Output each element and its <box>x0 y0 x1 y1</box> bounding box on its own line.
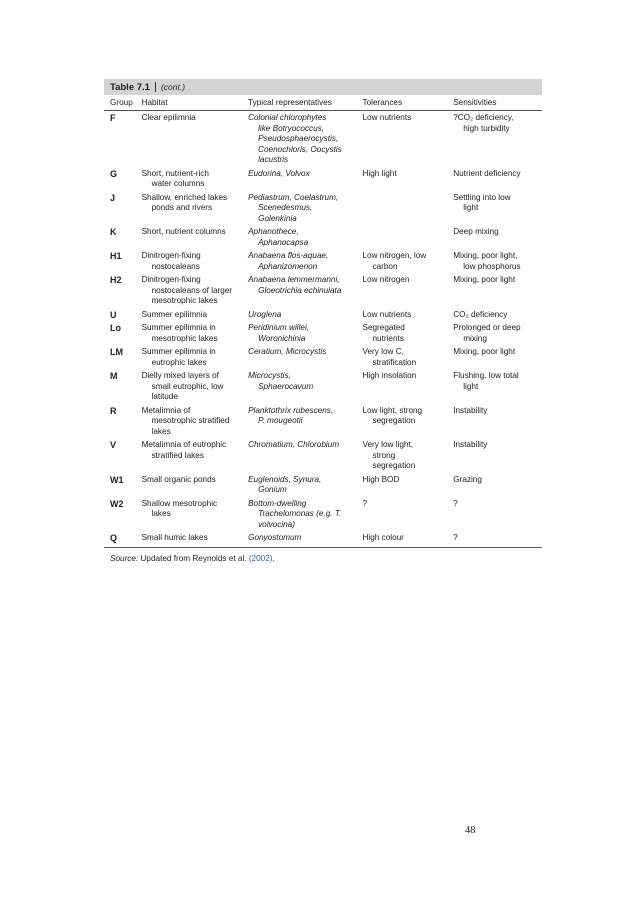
cell-line: lakes <box>151 426 171 436</box>
table-row <box>104 533 542 544</box>
cell-line: strong <box>372 450 396 460</box>
cell-typical <box>248 371 362 403</box>
cell-tolerances <box>362 440 453 472</box>
cell-line: High light <box>362 168 397 178</box>
cell-line: mixing <box>463 333 487 343</box>
cell-line: segregation <box>372 416 416 425</box>
cell-tolerances <box>362 475 453 496</box>
cell-line: Uroglena <box>248 309 282 319</box>
cell-line: ?CO₂ deficiency, <box>453 113 514 122</box>
cell-line: CO₂ deficiency <box>453 309 508 319</box>
cell-line: Segregated <box>362 323 405 332</box>
cell-line: like Botryococcus, <box>258 123 325 133</box>
cell-sensitivities <box>453 347 542 368</box>
cell-line: Summer epilimnia in <box>141 347 216 356</box>
table-row <box>104 347 542 368</box>
cell-habitat <box>142 475 249 496</box>
cell-line: Low nitrogen <box>362 275 410 284</box>
cell-line: High insolation <box>362 371 417 380</box>
header-habitat: Habitat <box>141 98 168 107</box>
cell-line: low phosphorus <box>463 261 521 271</box>
cell-line: Woronichinia <box>258 333 306 343</box>
cell-line: nutrients <box>372 333 404 343</box>
cell-line: stratification <box>372 357 417 367</box>
cell-line: light <box>463 381 479 391</box>
cell-typical <box>248 310 362 321</box>
page-number: 48 <box>465 825 476 836</box>
cell-line: nostocaleans <box>151 261 200 271</box>
cell-line: mesotrophic lakes <box>151 333 218 343</box>
header-tolerances: Tolerances <box>362 98 403 107</box>
table-row <box>104 406 542 438</box>
cell-line: Low nitrogen, low <box>362 251 427 260</box>
cell-group: U <box>110 309 117 320</box>
cell-line: Settling into low <box>453 192 511 202</box>
cell-line: Gonium <box>258 485 287 494</box>
cell-habitat <box>142 113 249 166</box>
cell-line: Grazing <box>453 474 482 484</box>
cell-line: Short, nutrient-rich <box>141 168 209 178</box>
cell-habitat <box>142 310 249 321</box>
cell-line: Coenochloris, Oocystis <box>258 144 342 154</box>
cell-typical <box>248 440 362 472</box>
cell-group: LM <box>110 347 123 357</box>
cell-habitat <box>142 499 249 531</box>
table-row <box>104 323 542 344</box>
cell-line: Aphanothece, <box>248 227 299 236</box>
cell-tolerances <box>362 251 453 272</box>
cell-sensitivities <box>453 499 542 531</box>
cell-line: Nutrient deficiency <box>453 168 521 178</box>
cell-line: Instability <box>453 440 488 449</box>
cell-sensitivities <box>453 533 542 544</box>
cell-line: Ceratium, Microcystis <box>248 347 327 356</box>
cell-line: Low light, strong <box>362 405 423 415</box>
cell-line: Small organic ponds <box>141 474 216 484</box>
cell-typical <box>248 323 362 344</box>
cell-tolerances <box>362 499 453 531</box>
cell-habitat <box>142 323 249 344</box>
cell-line: Peridinium willei, <box>248 323 310 332</box>
cell-typical <box>248 347 362 368</box>
cell-line: volvocina) <box>258 519 295 529</box>
cell-sensitivities <box>453 275 542 307</box>
cell-habitat <box>142 193 249 225</box>
cell-tolerances <box>362 371 453 403</box>
cell-group: W2 <box>110 498 124 509</box>
cell-line: Planktothrix rubescens, <box>248 405 334 415</box>
cell-line: Aphanizomenon <box>258 261 318 271</box>
cell-line: Chromatium, Chlorobium <box>248 440 340 449</box>
cell-line: ? <box>453 498 458 508</box>
cell-line: Gloeotrichia echinulata <box>258 285 342 295</box>
cell-sensitivities <box>453 113 542 166</box>
table-caption <box>104 79 542 95</box>
cell-group: H2 <box>110 275 122 285</box>
cell-habitat <box>142 371 249 403</box>
cell-typical <box>248 275 362 307</box>
cell-typical <box>248 113 362 166</box>
cell-line: high turbidity <box>463 123 510 133</box>
cell-habitat <box>142 533 249 544</box>
table-row <box>104 440 542 472</box>
source-reference-link[interactable]: (2002) <box>248 553 273 563</box>
cell-line: Deep mixing <box>453 227 499 236</box>
cell-habitat <box>142 227 249 248</box>
cell-line: ? <box>453 533 458 542</box>
cell-line: carbon <box>372 261 398 271</box>
cell-line: water columns <box>151 179 205 188</box>
cell-line: Shallow, enriched lakes <box>141 192 228 202</box>
cell-line: Instability <box>453 405 488 415</box>
cell-group: H1 <box>110 251 122 261</box>
cell-group: W1 <box>110 474 124 485</box>
cell-line: Aphanocapsa <box>258 237 309 247</box>
cell-typical <box>248 227 362 248</box>
cell-line: eutrophic lakes <box>151 357 207 367</box>
cell-line: Bottom-dwelling <box>248 498 307 508</box>
cell-tolerances <box>362 169 453 190</box>
cell-line: Anabaena lemmermanni, <box>248 275 340 284</box>
table-row <box>104 499 542 531</box>
header-typical: Typical representatives <box>248 98 332 107</box>
cell-line: Scenedesmus, <box>258 203 313 212</box>
cell-line: Dinitrogen-fixing <box>141 251 201 260</box>
cell-sensitivities <box>453 193 542 225</box>
cell-group: F <box>110 113 116 123</box>
cell-tolerances <box>362 533 453 544</box>
cell-line: lacustris <box>258 155 289 164</box>
cell-line: Very low light, <box>362 440 413 449</box>
cell-line: Shallow mesotrophic <box>141 498 218 508</box>
cell-tolerances <box>362 113 453 166</box>
cell-line: High BOD <box>362 474 400 484</box>
cell-line: Summer epilimnia <box>141 309 208 319</box>
cell-line: Euglenoids, Synura, <box>248 474 322 484</box>
cell-habitat <box>142 251 249 272</box>
cell-typical <box>248 193 362 225</box>
cell-typical <box>248 251 362 272</box>
cell-group: M <box>110 371 118 381</box>
cell-line: Eudorina, Volvox <box>248 168 310 178</box>
cell-line: Low nutrients <box>362 113 412 122</box>
cell-line: Clear epilimnia <box>141 113 196 122</box>
cell-habitat <box>142 275 249 307</box>
table-row <box>104 310 542 321</box>
cell-line: ponds and rivers <box>151 203 213 212</box>
source-text: Updated from Reynolds et al. <box>140 553 247 563</box>
table-row <box>104 169 542 190</box>
cell-line: Mixing, poor light <box>453 275 516 284</box>
cell-line: Sphaerocavum <box>258 381 314 391</box>
cell-sensitivities <box>453 251 542 272</box>
cell-line: Pseudosphaerocystis, <box>258 134 339 143</box>
cell-sensitivities <box>453 371 542 403</box>
cell-group: Q <box>110 533 118 543</box>
source-end: . <box>272 553 275 563</box>
cell-line: segregation <box>372 461 416 470</box>
cell-typical <box>248 475 362 496</box>
cell-line: Colonial chlorophytes <box>248 113 327 122</box>
caption-divider <box>155 82 156 92</box>
cell-line: light <box>463 203 479 212</box>
cell-line: stratified lakes <box>151 450 204 460</box>
table-row <box>104 113 542 166</box>
cell-tolerances <box>362 406 453 438</box>
cell-sensitivities <box>453 323 542 344</box>
cell-sensitivities <box>453 475 542 496</box>
cell-sensitivities <box>453 310 542 321</box>
cell-line: Pediastrum, Coelastrum, <box>248 192 339 202</box>
cell-line: lakes <box>151 509 171 518</box>
table-title: Table 7.1 <box>110 81 150 93</box>
cell-sensitivities <box>453 227 542 248</box>
cell-line: Small humic lakes <box>141 533 208 542</box>
cell-habitat <box>142 406 249 438</box>
table-source <box>104 547 542 563</box>
cell-group: K <box>110 227 117 237</box>
cell-line: Anabaena flos-aquae, <box>248 251 329 260</box>
cell-sensitivities <box>453 406 542 438</box>
table-row <box>104 275 542 307</box>
cell-line: mesotrophic lakes <box>151 296 218 305</box>
cell-sensitivities <box>453 440 542 472</box>
cell-typical <box>248 533 362 544</box>
cell-tolerances <box>362 323 453 344</box>
cell-line: Dielly mixed layers of <box>141 371 219 380</box>
table-row <box>104 227 542 248</box>
table-row <box>104 193 542 225</box>
cell-line: Metalimnia of eutrophic <box>141 440 227 449</box>
cell-line: mesotrophic stratified <box>151 416 230 425</box>
cell-tolerances <box>362 347 453 368</box>
cell-line: ? <box>362 498 368 508</box>
table-row <box>104 475 542 496</box>
cell-group: G <box>110 168 118 179</box>
cell-group: J <box>110 192 116 203</box>
table-header-row <box>104 95 542 111</box>
cell-line: Summer epilimnia in <box>141 323 216 332</box>
cell-line: Flushing, low total <box>453 371 519 380</box>
cell-line: Very low C, <box>362 347 404 356</box>
cell-line: Mixing, poor light, <box>453 251 518 260</box>
cell-group: V <box>110 440 117 450</box>
cell-line: Mixing, poor light <box>453 347 516 356</box>
source-label: Source: <box>110 553 139 563</box>
cell-line: High colour <box>362 533 404 542</box>
table-row <box>104 251 542 272</box>
cell-line: Golenkinia <box>258 213 297 223</box>
cell-typical <box>248 499 362 531</box>
cell-tolerances <box>362 310 453 321</box>
cell-line: small eutrophic, low <box>151 381 224 391</box>
cell-line: Trachelomonas (e.g. T. <box>258 509 342 518</box>
cell-line: Dinitrogen-fixing <box>141 275 201 284</box>
cell-line: Low nutrients <box>362 309 412 319</box>
cell-typical <box>248 406 362 438</box>
cell-line: Prolonged or deep <box>453 323 521 332</box>
cell-line: Metalimnia of <box>141 405 191 415</box>
table-body <box>104 111 542 544</box>
cell-line: Gonyostomum <box>248 533 302 542</box>
cell-line: Short, nutrient columns <box>141 227 226 236</box>
cell-line: latitude <box>151 392 178 401</box>
cell-tolerances <box>362 227 453 248</box>
cell-habitat <box>142 169 249 190</box>
cell-tolerances <box>362 193 453 225</box>
cell-group: R <box>110 405 117 416</box>
cell-typical <box>248 169 362 190</box>
table <box>104 79 542 563</box>
table-row <box>104 371 542 403</box>
table-continued-label: (cont.) <box>160 82 186 92</box>
header-group: Group <box>110 98 133 107</box>
cell-group: Lo <box>110 323 121 333</box>
header-sensitivities: Sensitivities <box>453 98 497 107</box>
cell-line: P. mougeotii <box>258 416 303 425</box>
cell-sensitivities <box>453 169 542 190</box>
cell-line: Microcystis, <box>248 371 291 380</box>
cell-line: nostocaleans of larger <box>151 285 233 295</box>
cell-tolerances <box>362 275 453 307</box>
cell-habitat <box>142 347 249 368</box>
cell-habitat <box>142 440 249 472</box>
